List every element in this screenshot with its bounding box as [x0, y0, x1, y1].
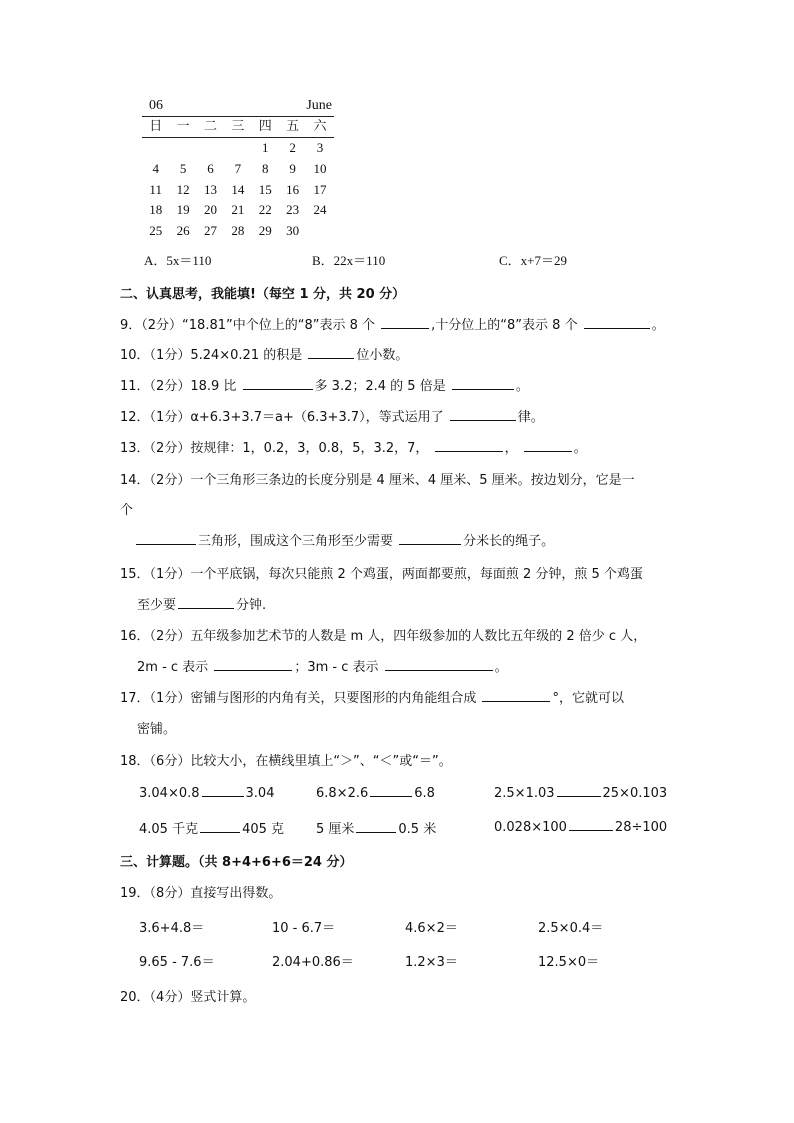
calendar-day: 20: [203, 202, 217, 218]
calendar-week-row: [142, 138, 334, 159]
question-12: [120, 406, 544, 425]
question-text: 三角形，围成这个三角形至少需要: [198, 534, 394, 549]
compare-left: 5 厘米: [316, 822, 355, 837]
section-title: 二、认真思考，我能填!（每空 1 分，共 20 分）: [120, 287, 406, 302]
question-text: 14．（2分）一个三角形三条边的长度分别是 4 厘米、4 厘米、5 厘米。按边划分，它是一: [120, 473, 635, 488]
calendar-day: 7: [234, 160, 242, 176]
option-a: A．5x＝110: [144, 253, 212, 268]
compare-right: 6.8: [414, 786, 435, 801]
compare-left: 6.8×2.6: [316, 786, 369, 801]
answer-blank[interactable]: [584, 316, 650, 329]
compare-right: 28÷100: [614, 820, 668, 835]
answer-blank[interactable]: [214, 658, 292, 671]
calendar-day: 18: [149, 202, 163, 218]
calendar-week-row: [142, 221, 334, 242]
calendar-week-row: [142, 200, 334, 221]
calendar-day: 6: [207, 160, 214, 176]
calendar-day: 24: [313, 202, 327, 218]
weekday: 二: [203, 119, 217, 134]
calendar-day: 4: [152, 160, 159, 176]
question-19: [120, 882, 281, 901]
calendar-week-row: [142, 180, 334, 201]
calendar-header: [142, 98, 334, 117]
calendar-day: 27: [203, 223, 217, 239]
question-text: 分钟.: [236, 598, 267, 613]
calc-item: 3.6+4.8＝: [139, 921, 205, 936]
calendar-day: 23: [286, 202, 300, 218]
compare-left: 4.05 千克: [139, 822, 199, 837]
question-text: 。: [494, 660, 508, 675]
calendar-day: 17: [313, 181, 327, 197]
answer-blank[interactable]: [452, 377, 514, 390]
question-text: °，它就可以: [552, 691, 624, 706]
calendar-day: [306, 221, 333, 242]
question-text: 个: [120, 503, 134, 518]
calendar-day: 12: [176, 181, 190, 197]
option-c: C．x+7＝29: [499, 253, 568, 268]
question-17-cont: [137, 718, 176, 737]
answer-blank[interactable]: [435, 439, 503, 452]
calendar-day: [142, 138, 169, 159]
question-text: 位小数。: [356, 348, 409, 363]
compare-right: 405 克: [242, 822, 285, 837]
question-14-cont: [134, 530, 554, 549]
question-text: 16．（2分）五年级参加艺术节的人数是 m 人，四年级参加的人数比五年级的 2 倍少 c 人，: [120, 629, 647, 644]
answer-blank[interactable]: [557, 784, 601, 797]
answer-blank[interactable]: [308, 346, 354, 359]
calendar-month-number: 06: [149, 98, 163, 113]
compare-left: 2.5×1.03: [494, 786, 555, 801]
answer-blank[interactable]: [385, 658, 493, 671]
calendar-day: [224, 138, 251, 159]
calc-item: 12.5×0＝: [538, 955, 600, 970]
answer-blank[interactable]: [381, 316, 429, 329]
question-20: [120, 986, 255, 1005]
question-9: [120, 314, 665, 333]
calendar-day: [197, 138, 224, 159]
section-title: 三、计算题。（共 8+4+6+6＝24 分）: [120, 855, 353, 870]
question-text: 17．（1分）密铺与图形的内角有关，只要图形的内角能组合成: [120, 691, 477, 706]
compare-left: 3.04×0.8: [139, 786, 200, 801]
question-text: 律。: [517, 410, 544, 425]
compare-item: [316, 784, 435, 801]
calc-item: 1.2×3＝: [405, 955, 458, 970]
calendar-day: 26: [176, 223, 190, 239]
question-text: 9．（2分）“18.81”中个位上的“8”表示 8 个: [120, 318, 376, 333]
compare-right: 25×0.103: [602, 786, 668, 801]
calendar-day: 10: [313, 160, 327, 176]
compare-right: 3.04: [245, 786, 275, 801]
compare-item: [139, 784, 274, 801]
compare-item: [494, 818, 667, 835]
question-text: 。: [573, 441, 587, 456]
calendar-day: 13: [203, 181, 217, 197]
weekday: 四: [258, 119, 272, 134]
question-14: [120, 469, 635, 488]
question-15: [120, 563, 643, 582]
question-17: [120, 687, 624, 706]
question-13: [120, 437, 587, 456]
calendar-day: 16: [286, 181, 300, 197]
answer-blank[interactable]: [482, 689, 550, 702]
calendar-day: [169, 138, 196, 159]
question-text: 11．（2分）18.9 比: [120, 379, 237, 394]
calendar-day: 8: [262, 160, 269, 176]
answer-blank[interactable]: [370, 784, 412, 797]
calendar-day: 29: [258, 223, 272, 239]
question-16-cont: [137, 656, 508, 675]
question-text: 。: [515, 379, 529, 394]
calendar-day: 5: [179, 160, 187, 176]
answer-blank[interactable]: [200, 820, 240, 833]
calendar-weekdays: [142, 117, 334, 138]
answer-blank[interactable]: [450, 408, 516, 421]
answer-blank[interactable]: [243, 377, 313, 390]
calc-item: 9.65 - 7.6＝: [139, 955, 215, 970]
answer-blank[interactable]: [399, 532, 461, 545]
calendar-day: 9: [289, 160, 296, 176]
weekday: 六: [313, 119, 327, 134]
calendar-week-row: [142, 159, 334, 180]
question-text: 至少要: [137, 598, 177, 613]
question-text: 2m - c 表示: [137, 660, 209, 675]
weekday: 日: [149, 119, 163, 134]
calc-item: 10 - 6.7＝: [272, 921, 336, 936]
compare-item: [139, 818, 284, 837]
question-10: [120, 344, 408, 363]
question-text: ，: [504, 441, 518, 456]
calendar-day: 11: [149, 181, 162, 197]
question-text: 18．（6分）比较大小，在横线里填上“＞”、“＜”或“＝”。: [120, 754, 452, 769]
question-14-cont: [120, 499, 133, 518]
question-text: 19．（8分）直接写出得数。: [120, 886, 282, 901]
weekday: 三: [231, 119, 245, 134]
calc-item: 2.5×0.4＝: [538, 921, 604, 936]
calendar-day: 19: [176, 202, 190, 218]
answer-blank[interactable]: [356, 820, 396, 833]
question-text: 。: [651, 318, 665, 333]
answer-blank[interactable]: [202, 784, 244, 797]
calendar-month-name: June: [306, 98, 332, 113]
question-text: ；3m - c 表示: [294, 660, 379, 675]
compare-right: 0.5 米: [398, 822, 437, 837]
answer-blank[interactable]: [136, 532, 196, 545]
calendar-day: 22: [258, 202, 272, 218]
weekday: 五: [286, 119, 300, 134]
calendar-day: 1: [262, 140, 269, 155]
calendar: [142, 98, 334, 242]
compare-left: 0.028×100: [494, 820, 567, 835]
compare-item: [494, 784, 667, 801]
answer-blank[interactable]: [569, 818, 613, 831]
calendar-day: 14: [231, 181, 245, 197]
question-15-cont: [137, 594, 266, 613]
calendar-day: 21: [231, 202, 245, 218]
question-text: ,十分位上的“8”表示 8 个: [431, 318, 578, 333]
weekday: 一: [176, 119, 190, 134]
question-text: 15．（1分）一个平底锅，每次只能煎 2 个鸡蛋，两面都要煎，每面煎 2 分钟，煎 5 个鸡蛋: [120, 567, 643, 582]
calc-item: 4.6×2＝: [405, 921, 458, 936]
question-text: 多 3.2；2.4 的 5 倍是: [314, 379, 446, 394]
question-text: 10．（1分）5.24×0.21 的积是: [120, 348, 303, 363]
option-b: B．22x＝110: [312, 253, 386, 268]
answer-blank[interactable]: [524, 439, 572, 452]
question-16: [120, 625, 646, 644]
answer-blank[interactable]: [178, 596, 234, 609]
question-18: [120, 750, 452, 769]
calendar-day: 15: [258, 181, 272, 197]
calendar-day: 2: [289, 140, 296, 155]
question-text: 密铺。: [137, 722, 177, 737]
question-text: 分米长的绳子。: [463, 534, 555, 549]
calendar-day: 3: [316, 140, 324, 155]
calc-item: 2.04+0.86＝: [272, 955, 354, 970]
calendar-day: 30: [286, 223, 300, 239]
question-text: 20．（4分）竖式计算。: [120, 990, 256, 1005]
calendar-day: 28: [231, 223, 245, 239]
question-text: 12．（1分）α+6.3+3.7＝a+（6.3+3.7），等式运用了: [120, 410, 444, 425]
calendar-day: 25: [149, 223, 163, 239]
question-text: 13．（2分）按规律：1，0.2，3，0.8，5，3.2，7，: [120, 441, 429, 456]
compare-item: [316, 818, 436, 837]
question-11: [120, 375, 529, 394]
